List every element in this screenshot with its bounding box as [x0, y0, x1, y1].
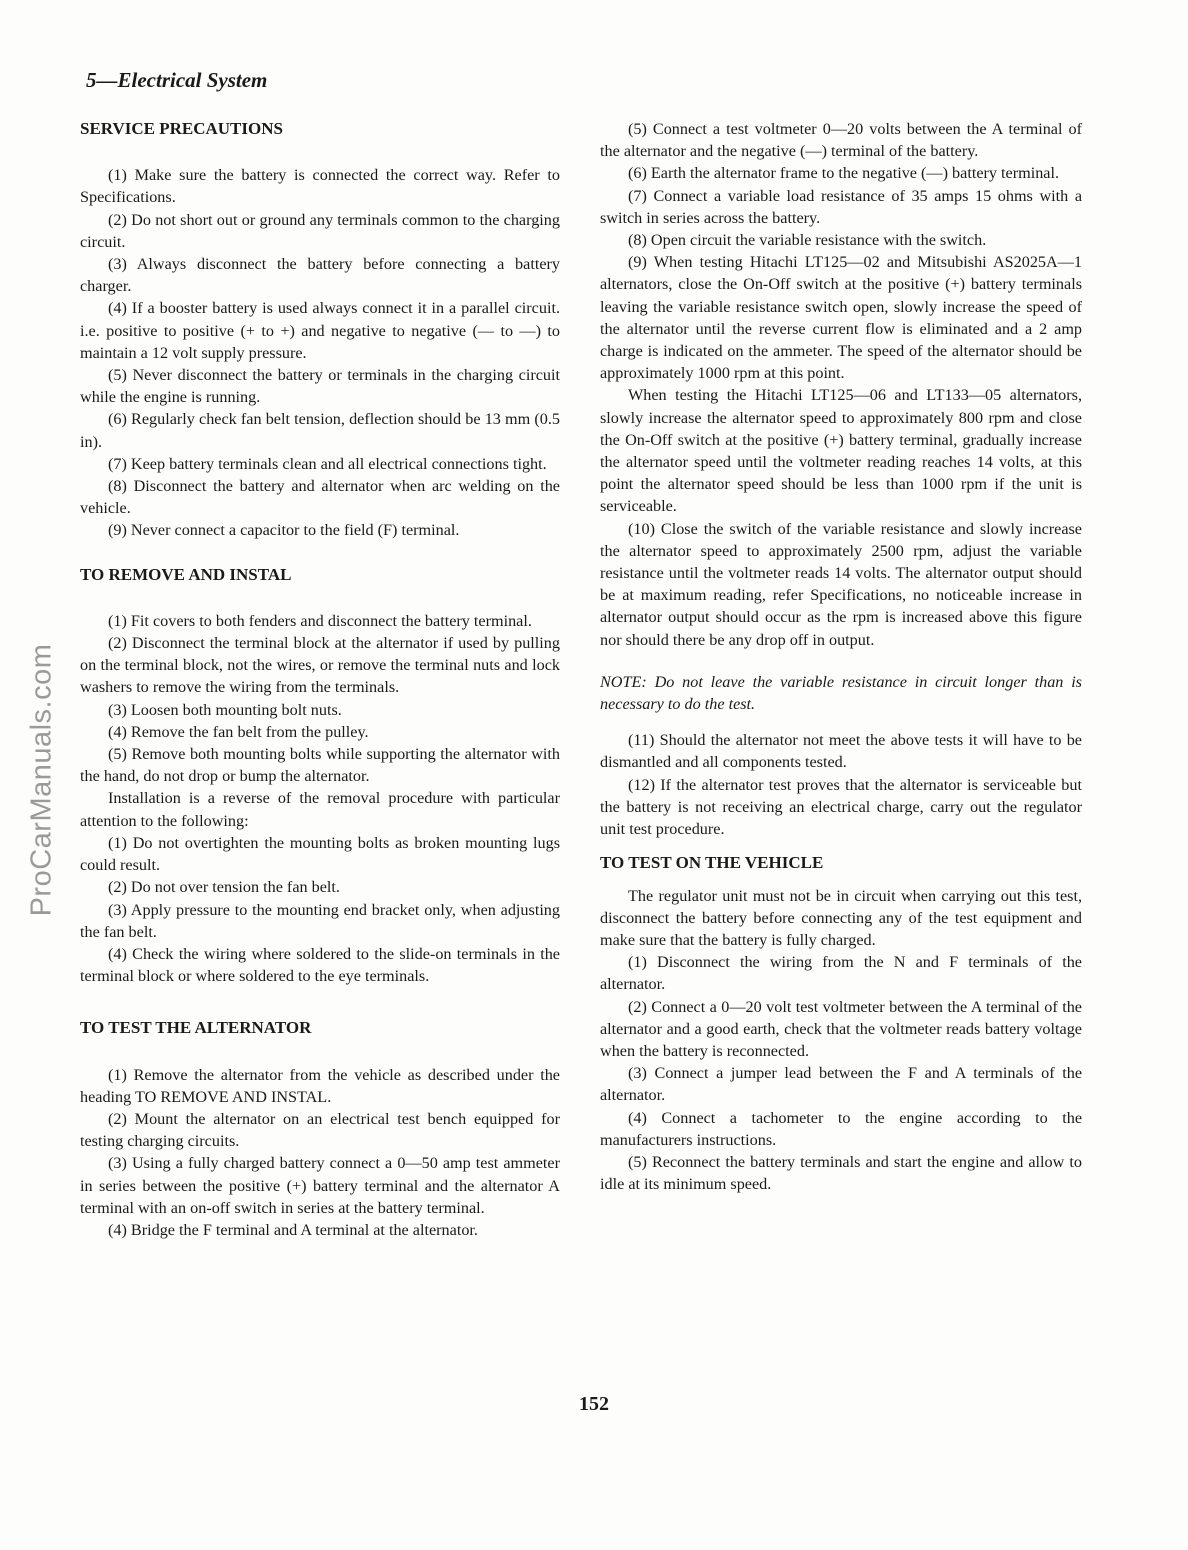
paragraph: (10) Close the switch of the variable resistance and slowly increase the alternator speed to approximately 2500 rpm, adjust the variable resistance until the voltmeter reads 14 volts. The alternator output should be at maximum reading, refer Specifications, no noticeable increase in alternator output should occur as the rpm is increased above this figure nor should there be any drop off in output. — [600, 519, 1082, 649]
paragraph: When testing the Hitachi LT125—06 and LT133—05 alternators, slowly increase the alternator speed to approximately 800 rpm and close the On-Off switch at the positive (+) battery terminal, gradually increase the alternator speed until the voltmeter reading reaches 14 volts, at this point the alternator speed should be less than 1000 rpm if the unit is serviceable. — [600, 386, 1082, 516]
paragraph: (1) Fit covers to both fenders and disconnect the battery terminal. — [108, 611, 532, 630]
note: NOTE: Do not leave the variable resistance in circuit longer than is necessary to do the test. — [600, 672, 1082, 714]
heading-test-alternator: TO TEST THE ALTERNATOR — [80, 1018, 312, 1038]
paragraph: (1) Make sure the battery is connected the correct way. Refer to Specifications. — [80, 166, 560, 207]
paragraph: (2) Disconnect the terminal block at the alternator if used by pulling on the terminal block, not the wires, or remove the terminal nuts and lock washers to remove the wiring from the terminals. — [80, 634, 560, 697]
paragraph: (4) Check the wiring where soldered to the slide-on terminals in the terminal block or where soldered to the eye terminals. — [80, 944, 560, 986]
paragraph: (9) When testing Hitachi LT125—02 and Mitsubishi AS2025A—1 alternators, close the On-Off switch at the positive (+) battery terminals leaving the variable resistance switch open, slowly increase the speed of the alternator until the reverse current flow is eliminated and a 2 amp charge is indicated on the ammeter. The speed of the alternator should be approximately 1000 rpm at this point. — [600, 253, 1082, 383]
paragraph: (8) Disconnect the battery and alternator when arc welding on the vehicle. — [80, 477, 560, 518]
paragraph: (7) Connect a variable load resistance of 35 amps 15 ohms with a switch in series across the battery. — [600, 186, 1082, 227]
page-header: 5—Electrical System — [86, 68, 268, 92]
paragraph: Installation is a reverse of the removal procedure with particular attention to the following: — [80, 789, 560, 830]
heading-test-on-vehicle: TO TEST ON THE VEHICLE — [600, 853, 824, 873]
heading-service-precautions: SERVICE PRECAUTIONS — [80, 119, 283, 138]
paragraph: (1) Do not overtighten the mounting bolts as broken mounting lugs could result. — [80, 833, 560, 875]
page-number: 152 — [579, 1393, 609, 1415]
heading-remove-instal: TO REMOVE AND INSTAL — [80, 564, 292, 584]
paragraph: (4) If a booster battery is used always connect it in a parallel circuit. i.e. positive to positive (+ to +) and negative to negative (— to —) to maintain a 12 volt supply pressure. — [80, 299, 560, 362]
paragraph: (1) Remove the alternator from the vehicle as described under the heading TO REMOVE AND INSTAL. — [80, 1065, 560, 1106]
paragraph: (2) Do not short out or ground any terminals common to the charging circuit. — [80, 210, 560, 251]
paragraph: (5) Connect a test voltmeter 0—20 volts between the A terminal of the alternator and the negative (—) terminal of the battery. — [600, 120, 1082, 161]
paragraph: (12) If the alternator test proves that the alternator is serviceable but the battery is not receiving an electrical charge, carry out the regulator unit test procedure. — [600, 775, 1082, 839]
paragraph: (2) Mount the alternator on an electrical test bench equipped for testing charging circuits. — [80, 1109, 560, 1151]
paragraph: (2) Do not over tension the fan belt. — [108, 878, 340, 897]
paragraph: (7) Keep battery terminals clean and all electrical connections tight. — [108, 454, 547, 473]
right-column — [600, 118, 1082, 1195]
paragraph: (6) Regularly check fan belt tension, deflection should be 13 mm (0.5 in). — [80, 410, 560, 451]
paragraph: (4) Bridge the F terminal and A terminal at the alternator. — [108, 1220, 478, 1239]
paragraph: (3) Using a fully charged battery connect a 0—50 amp test ammeter in series between the positive (+) battery terminal and the alternator A terminal with an on-off switch in series at the battery terminal. — [80, 1154, 560, 1217]
left-column — [80, 118, 560, 1241]
paragraph: (5) Never disconnect the battery or terminals in the charging circuit while the engine is running. — [80, 366, 560, 407]
paragraph: (5) Reconnect the battery terminals and start the engine and allow to idle at its minimum speed. — [600, 1152, 1082, 1194]
paragraph: (11) Should the alternator not meet the above tests it will have to be dismantled and all components tested. — [600, 731, 1082, 772]
paragraph: (2) Connect a 0—20 volt test voltmeter between the A terminal of the alternator and a good earth, check that the voltmeter reads battery voltage when the battery is reconnected. — [600, 997, 1082, 1060]
paragraph: (4) Connect a tachometer to the engine according to the manufacturers instructions. — [600, 1108, 1082, 1149]
watermark-text: ProCarManuals.com — [25, 643, 58, 917]
paragraph: (6) Earth the alternator frame to the negative (—) battery terminal. — [628, 164, 1060, 183]
paragraph: The regulator unit must not be in circuit when carrying out this test, disconnect the battery before connecting any of the test equipment and make sure that the battery is fully charged. — [600, 886, 1082, 949]
watermark — [22, 640, 62, 920]
paragraph: (8) Open circuit the variable resistance with the switch. — [628, 231, 987, 250]
paragraph: (1) Disconnect the wiring from the N and F terminals of the alternator. — [600, 953, 1082, 994]
paragraph: (3) Apply pressure to the mounting end bracket only, when adjusting the fan belt. — [80, 900, 560, 941]
paragraph: (9) Never connect a capacitor to the field (F) terminal. — [108, 521, 460, 540]
paragraph: (3) Always disconnect the battery before connecting a battery charger. — [80, 255, 560, 296]
paragraph: (4) Remove the fan belt from the pulley. — [108, 722, 369, 741]
paragraph: (5) Remove both mounting bolts while supporting the alternator with the hand, do not drop or bump the alternator. — [80, 745, 560, 786]
paragraph: (3) Connect a jumper lead between the F and A terminals of the alternator. — [600, 1064, 1082, 1105]
paragraph: (3) Loosen both mounting bolt nuts. — [108, 700, 342, 719]
